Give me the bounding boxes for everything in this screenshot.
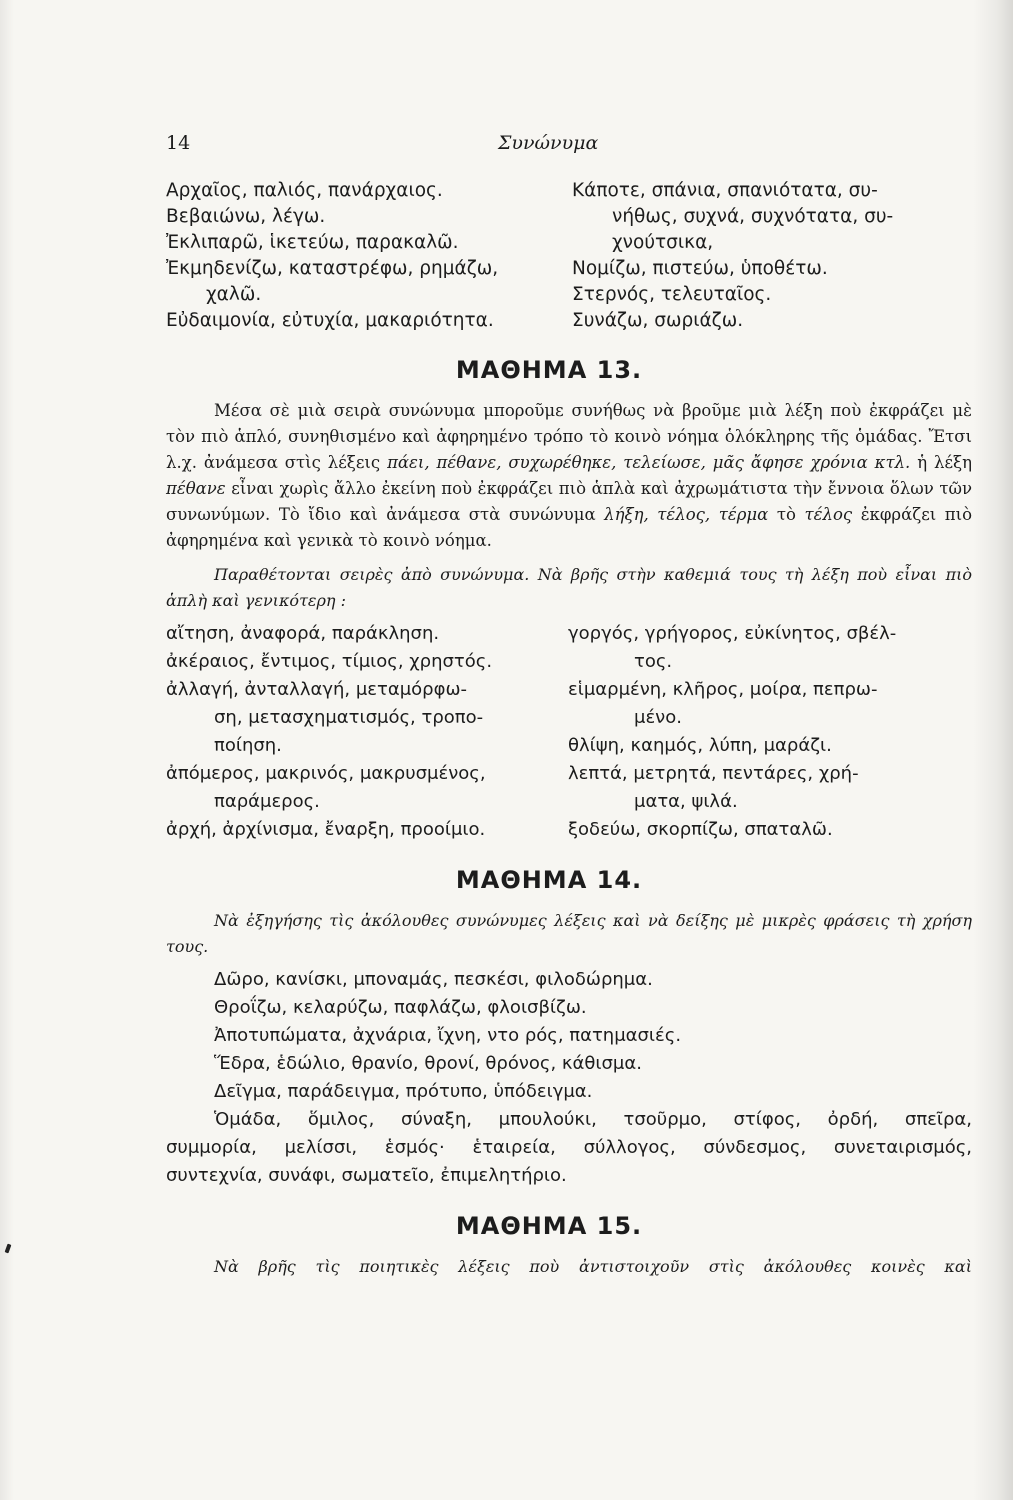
synonym-series: ἀπόμερος, μακρινός, μακρυσμένος,: [166, 763, 486, 784]
page-number: 14: [166, 132, 191, 154]
word-group: Ἕδρα, ἑδώλιο, θρανίο, θρονί, θρόνος, κάθισμα.: [214, 1053, 642, 1074]
lesson-13-example-word: τέλος: [804, 505, 853, 524]
lesson-15-title: ΜΑΘΗΜΑ 15.: [455, 1212, 643, 1240]
book-page: [166, 128, 972, 1286]
word-group: Δῶρο, κανίσκι, μποναμάς, πεσκέσι, φιλοδώρημα.: [214, 969, 653, 990]
synonym-series-continuation: ματα, ψιλά.: [634, 791, 738, 812]
synonym-series: θλίψη, καημός, λύπη, μαράζι.: [568, 735, 832, 756]
synonym-series: εἱμαρμένη, κλῆρος, μοίρα, πεπρω-: [568, 679, 878, 700]
synonym-list-right: [572, 178, 972, 334]
synonym-series-left: [166, 620, 548, 844]
lesson-14-word-list: [166, 966, 972, 1190]
synonym-entry: Συνάζω, σωριάζω.: [572, 310, 744, 331]
synonym-series: ἀκέραιος, ἔντιμος, τίμιος, χρηστός.: [166, 651, 493, 672]
word-group-continuation: συμμορία, μελίσσι, ἑσμός· ἑταιρεία, σύλλογος, σύνδεσμος, συνεταιρισμός,: [166, 1137, 972, 1158]
binding-shadow: [0, 0, 14, 1500]
synonym-entry: Ἐκλιπαρῶ, ἱκετεύω, παρακαλῶ.: [166, 232, 459, 253]
lesson-15-instruction: Νὰ βρῆς τὶς ποιητικὲς λέξεις ποὺ ἀντιστοιχοῦν στὶς ἀκόλουθες κοινὲς καὶ: [214, 1257, 972, 1276]
lesson-14-title: ΜΑΘΗΜΑ 14.: [455, 866, 643, 894]
synonym-series: ἀρχή, ἀρχίνισμα, ἔναρξη, προοίμιο.: [166, 819, 486, 840]
running-head: [166, 128, 972, 164]
synonym-series-continuation: ση, μετασχηματισμός, τροπο-: [214, 707, 484, 728]
synonym-entry: Στερνός, τελευταῖος.: [572, 284, 772, 305]
lesson-13-instruction: Παραθέτονται σειρὲς ἀπὸ συνώνυμα. Νὰ βρῆς στὴν καθεμιά τους τὴ λέξη ποὺ εἶναι πιὸ ἁπλὴ καὶ γενικότερη :: [166, 565, 972, 610]
synonym-entry-continuation: χαλῶ.: [206, 284, 262, 305]
synonym-series-continuation: τος.: [634, 651, 673, 672]
synonym-entry-continuation: χνούτσικα,: [612, 232, 714, 253]
synonym-columns-a: [166, 178, 972, 334]
synonym-entry: Αρχαῖος, παλιός, πανάρχαιος.: [166, 180, 443, 201]
lesson-13-explanation: [166, 398, 972, 554]
lesson-13-text: Μέσα σὲ μιὰ σειρὰ συνώνυμα μποροῦμε συνήθως νὰ βροῦμε μιὰ λέξη ποὺ ἐκφράζει μὲ τὸν πιὸ ἁπλό, συνηθισμένο καὶ ἀφηρημένο τρόπο τὸ κοινὸ νόημα ὁλόκληρης τῆς ὁμάδας. Ἔτσι λ.χ. ἀνάμεσα στὶς λέξεις: [166, 401, 972, 472]
page-edge-shadow: [973, 0, 1013, 1500]
word-group: Ὁμάδα, ὅμιλος, σύναξη, μπουλούκι, τσοῦρμο, στίφος, ὀρδή, σπεῖρα,: [214, 1109, 972, 1130]
lesson-13-example-words: πάει, πέθανε, συχωρέθηκε, τελείωσε, μᾶς ἄφησε χρόνια κτλ.: [387, 453, 911, 472]
running-title: Συνώνυμα: [498, 132, 599, 154]
synonym-entry: Βεβαιώνω, λέγω.: [166, 206, 326, 227]
lesson-13-title: ΜΑΘΗΜΑ 13.: [455, 356, 643, 384]
synonym-series-right: [568, 620, 972, 844]
synonym-series-continuation: μένο.: [634, 707, 682, 728]
synonym-list-left: [166, 178, 546, 334]
synonym-columns-b: [166, 620, 972, 844]
lesson-13-example-word: πέθανε: [166, 479, 226, 498]
synonym-series: ξοδεύω, σκορπίζω, σπαταλῶ.: [568, 819, 833, 840]
synonym-entry-continuation: νήθως, συχνά, συχνότατα, συ-: [612, 206, 894, 227]
word-group: Δεῖγμα, παράδειγμα, πρότυπο, ὑπόδειγμα.: [214, 1081, 593, 1102]
synonym-series: γοργός, γρήγορος, εὐκίνητος, σβέλ-: [568, 623, 897, 644]
synonym-series: ἀλλαγή, ἀνταλλαγή, μεταμόρφω-: [166, 679, 468, 700]
synonym-entry: Ἐκμηδενίζω, καταστρέφω, ρημάζω,: [166, 258, 499, 279]
lesson-13-text: ἡ λέξη: [917, 453, 972, 472]
word-group: Θροΐζω, κελαρύζω, παφλάζω, φλοισβίζω.: [214, 997, 587, 1018]
lesson-13-text: ἐκφράζει πιὸ ἀφηρημένα καὶ γενικὰ τὸ κοινὸ νόημα.: [166, 505, 973, 550]
lesson-13-text: τὸ: [776, 505, 796, 524]
synonym-series: αἴτηση, ἀναφορά, παράκληση.: [166, 623, 440, 644]
synonym-series: λεπτά, μετρητά, πεντάρες, χρή-: [568, 763, 859, 784]
lesson-13-text: εἶναι χωρὶς ἄλλο ἐκείνη ποὺ ἐκφράζει πιὸ ἁπλὰ καὶ ἀχρωμάτιστα τὴν ἔννοια ὅλων τῶν συνωνύμων. Τὸ ἴδιο καὶ ἀνάμεσα στὰ συνώνυμα: [166, 479, 972, 524]
lesson-14-instruction: Νὰ ἐξηγήσης τὶς ἀκόλουθες συνώνυμες λέξεις καὶ νὰ δείξης μὲ μικρὲς φράσεις τὴ χρήση τους.: [166, 911, 972, 956]
synonym-series-continuation: ποίηση.: [214, 735, 282, 756]
synonym-series-continuation: παράμερος.: [214, 791, 320, 812]
synonym-entry: Νομίζω, πιστεύω, ὑποθέτω.: [572, 258, 828, 279]
synonym-entry: Κάποτε, σπάνια, σπανιότατα, συ-: [572, 180, 878, 201]
word-group: Ἀποτυπώματα, ἀχνάρια, ἴχνη, ντο ρός, πατημασιές.: [214, 1025, 682, 1046]
lesson-13-example-words: λήξη, τέλος, τέρμα: [604, 505, 769, 524]
word-group-continuation: συντεχνία, συνάφι, σωματεῖο, ἐπιμελητήριο.: [166, 1165, 567, 1186]
synonym-entry: Εὐδαιμονία, εὐτυχία, μακαριότητα.: [166, 310, 494, 331]
